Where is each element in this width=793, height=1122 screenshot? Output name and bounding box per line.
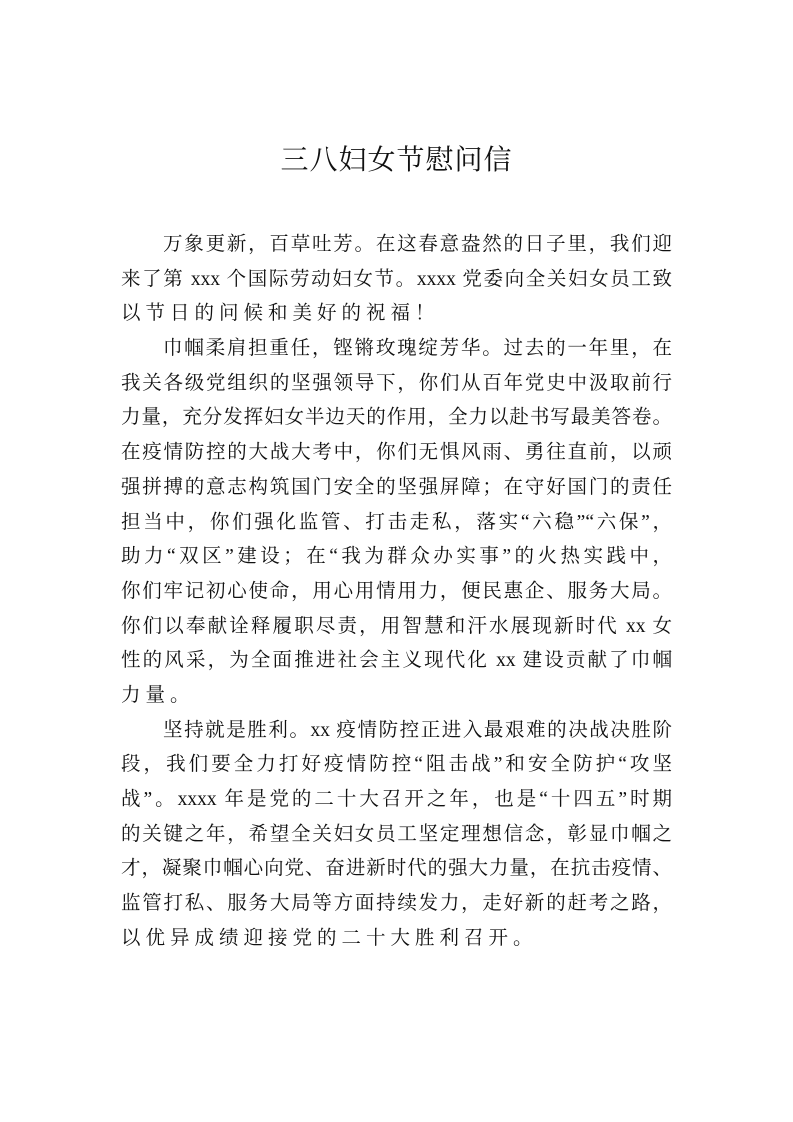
text-line: 你们牢记初心使命，用心用情用力，便民惠企、服务大局。 (121, 580, 672, 602)
text-line: 助力“双区”建设；在“我为群众办实事”的火热实践中， (121, 546, 672, 568)
text-line: 在疫情防控的大战大考中，你们无惧风雨、勇往直前，以顽 (121, 442, 672, 464)
text-line: 以节日的问候和美好的祝福！ (121, 303, 440, 325)
text-line: 性的风采，为全面推进社会主义现代化 xx 建设贡献了巾帼 (121, 650, 672, 672)
text-line: 你们以奉献诠释履职尽责，用智慧和汗水展现新时代 xx 女 (121, 615, 672, 637)
text-line: 我关各级党组织的坚强领导下，你们从百年党史中汲取前行 (121, 372, 672, 394)
text-line: 才，凝聚巾帼心向党、奋进新时代的强大力量，在抗击疫情、 (121, 858, 672, 880)
text-line: 力量。 (121, 684, 195, 706)
text-line: 万象更新，百草吐芳。在这春意盎然的日子里，我们迎 (163, 234, 672, 255)
text-line: 以优异成绩迎接党的二十大胜利召开。 (121, 927, 538, 949)
text-line: 段，我们要全力打好疫情防控“阻击战”和安全防护“攻坚 (121, 754, 672, 776)
text-line: 的关键之年，希望全关妇女员工坚定理想信念，彰显巾帼之 (121, 823, 672, 845)
letter-body (121, 228, 672, 956)
text-line: 力量，充分发挥妇女半边天的作用，全力以赴书写最美答卷。 (121, 407, 672, 429)
paragraph-3 (121, 714, 672, 957)
text-line: 担当中，你们强化监管、打击走私，落实“六稳”“六保”， (121, 511, 672, 533)
text-line: 战”。xxxx 年是党的二十大召开之年，也是“十四五”时期 (121, 789, 672, 810)
paragraph-2 (121, 332, 672, 714)
text-line: 坚持就是胜利。xx 疫情防控正进入最艰难的决战决胜阶 (163, 719, 672, 741)
paragraph-1 (121, 228, 672, 332)
text-line: 来了第 xxx 个国际劳动妇女节。xxxx 党委向全关妇女员工致 (121, 268, 672, 290)
text-line: 巾帼柔肩担重任，铿锵玫瑰绽芳华。过去的一年里，在 (163, 338, 672, 360)
document-title: 三八妇女节慰问信 (280, 145, 513, 176)
text-line: 监管打私、服务大局等方面持续发力，走好新的赶考之路， (121, 893, 672, 915)
text-line: 强拼搏的意志构筑国门安全的坚强屏障；在守好国门的责任 (121, 476, 672, 498)
